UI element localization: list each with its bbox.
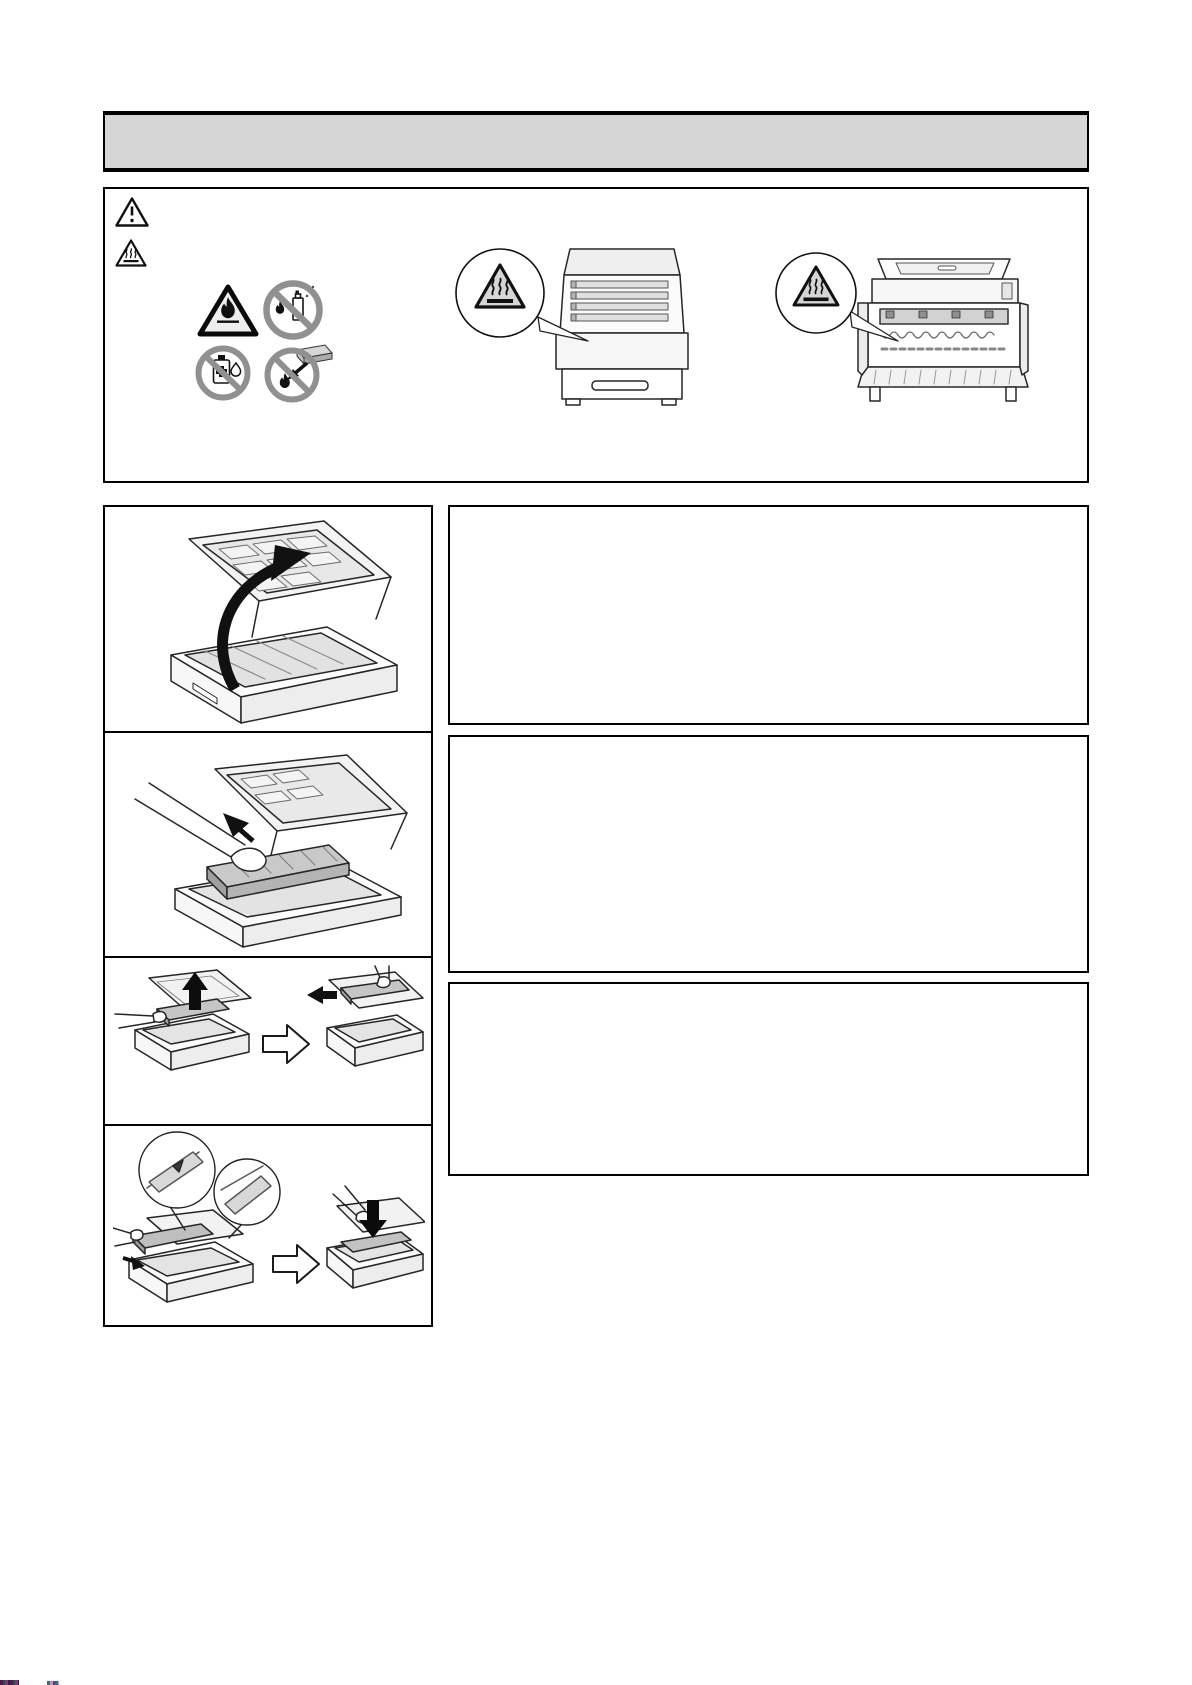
printer-top-open-illustration [450, 241, 690, 421]
step2-image-box [103, 731, 433, 958]
printer-rear-open-illustration [770, 247, 1030, 422]
step2-remove-assembly-illustration [119, 741, 421, 951]
step3-text-box [448, 982, 1089, 1176]
step3-image-box [103, 956, 433, 1126]
flammable-warning-icon [196, 282, 260, 339]
no-flammable-liquids-icon [194, 344, 252, 402]
take-out-arrow [307, 986, 337, 1004]
next-step-block-arrow [273, 1245, 319, 1283]
section-header-bar [103, 111, 1089, 172]
print-artifact-specks [0, 1680, 19, 1685]
next-step-block-arrow [263, 1025, 309, 1063]
step1-image-box [103, 505, 433, 733]
step3-lift-remove-illustration [113, 964, 425, 1122]
hot-surface-icon [114, 238, 148, 268]
caution-triangle-icon [114, 196, 150, 228]
print-artifact-specks [47, 1681, 59, 1685]
step4-insert-cartridge-illustration [113, 1130, 425, 1322]
step1-text-box [448, 505, 1089, 725]
step2-text-box [448, 735, 1089, 973]
step4-image-box [103, 1124, 433, 1327]
no-burn-cartridge-icon [261, 341, 333, 403]
no-spray-icon [262, 279, 324, 341]
warning-panel [103, 187, 1089, 483]
step1-open-top-cover-illustration [119, 515, 421, 727]
